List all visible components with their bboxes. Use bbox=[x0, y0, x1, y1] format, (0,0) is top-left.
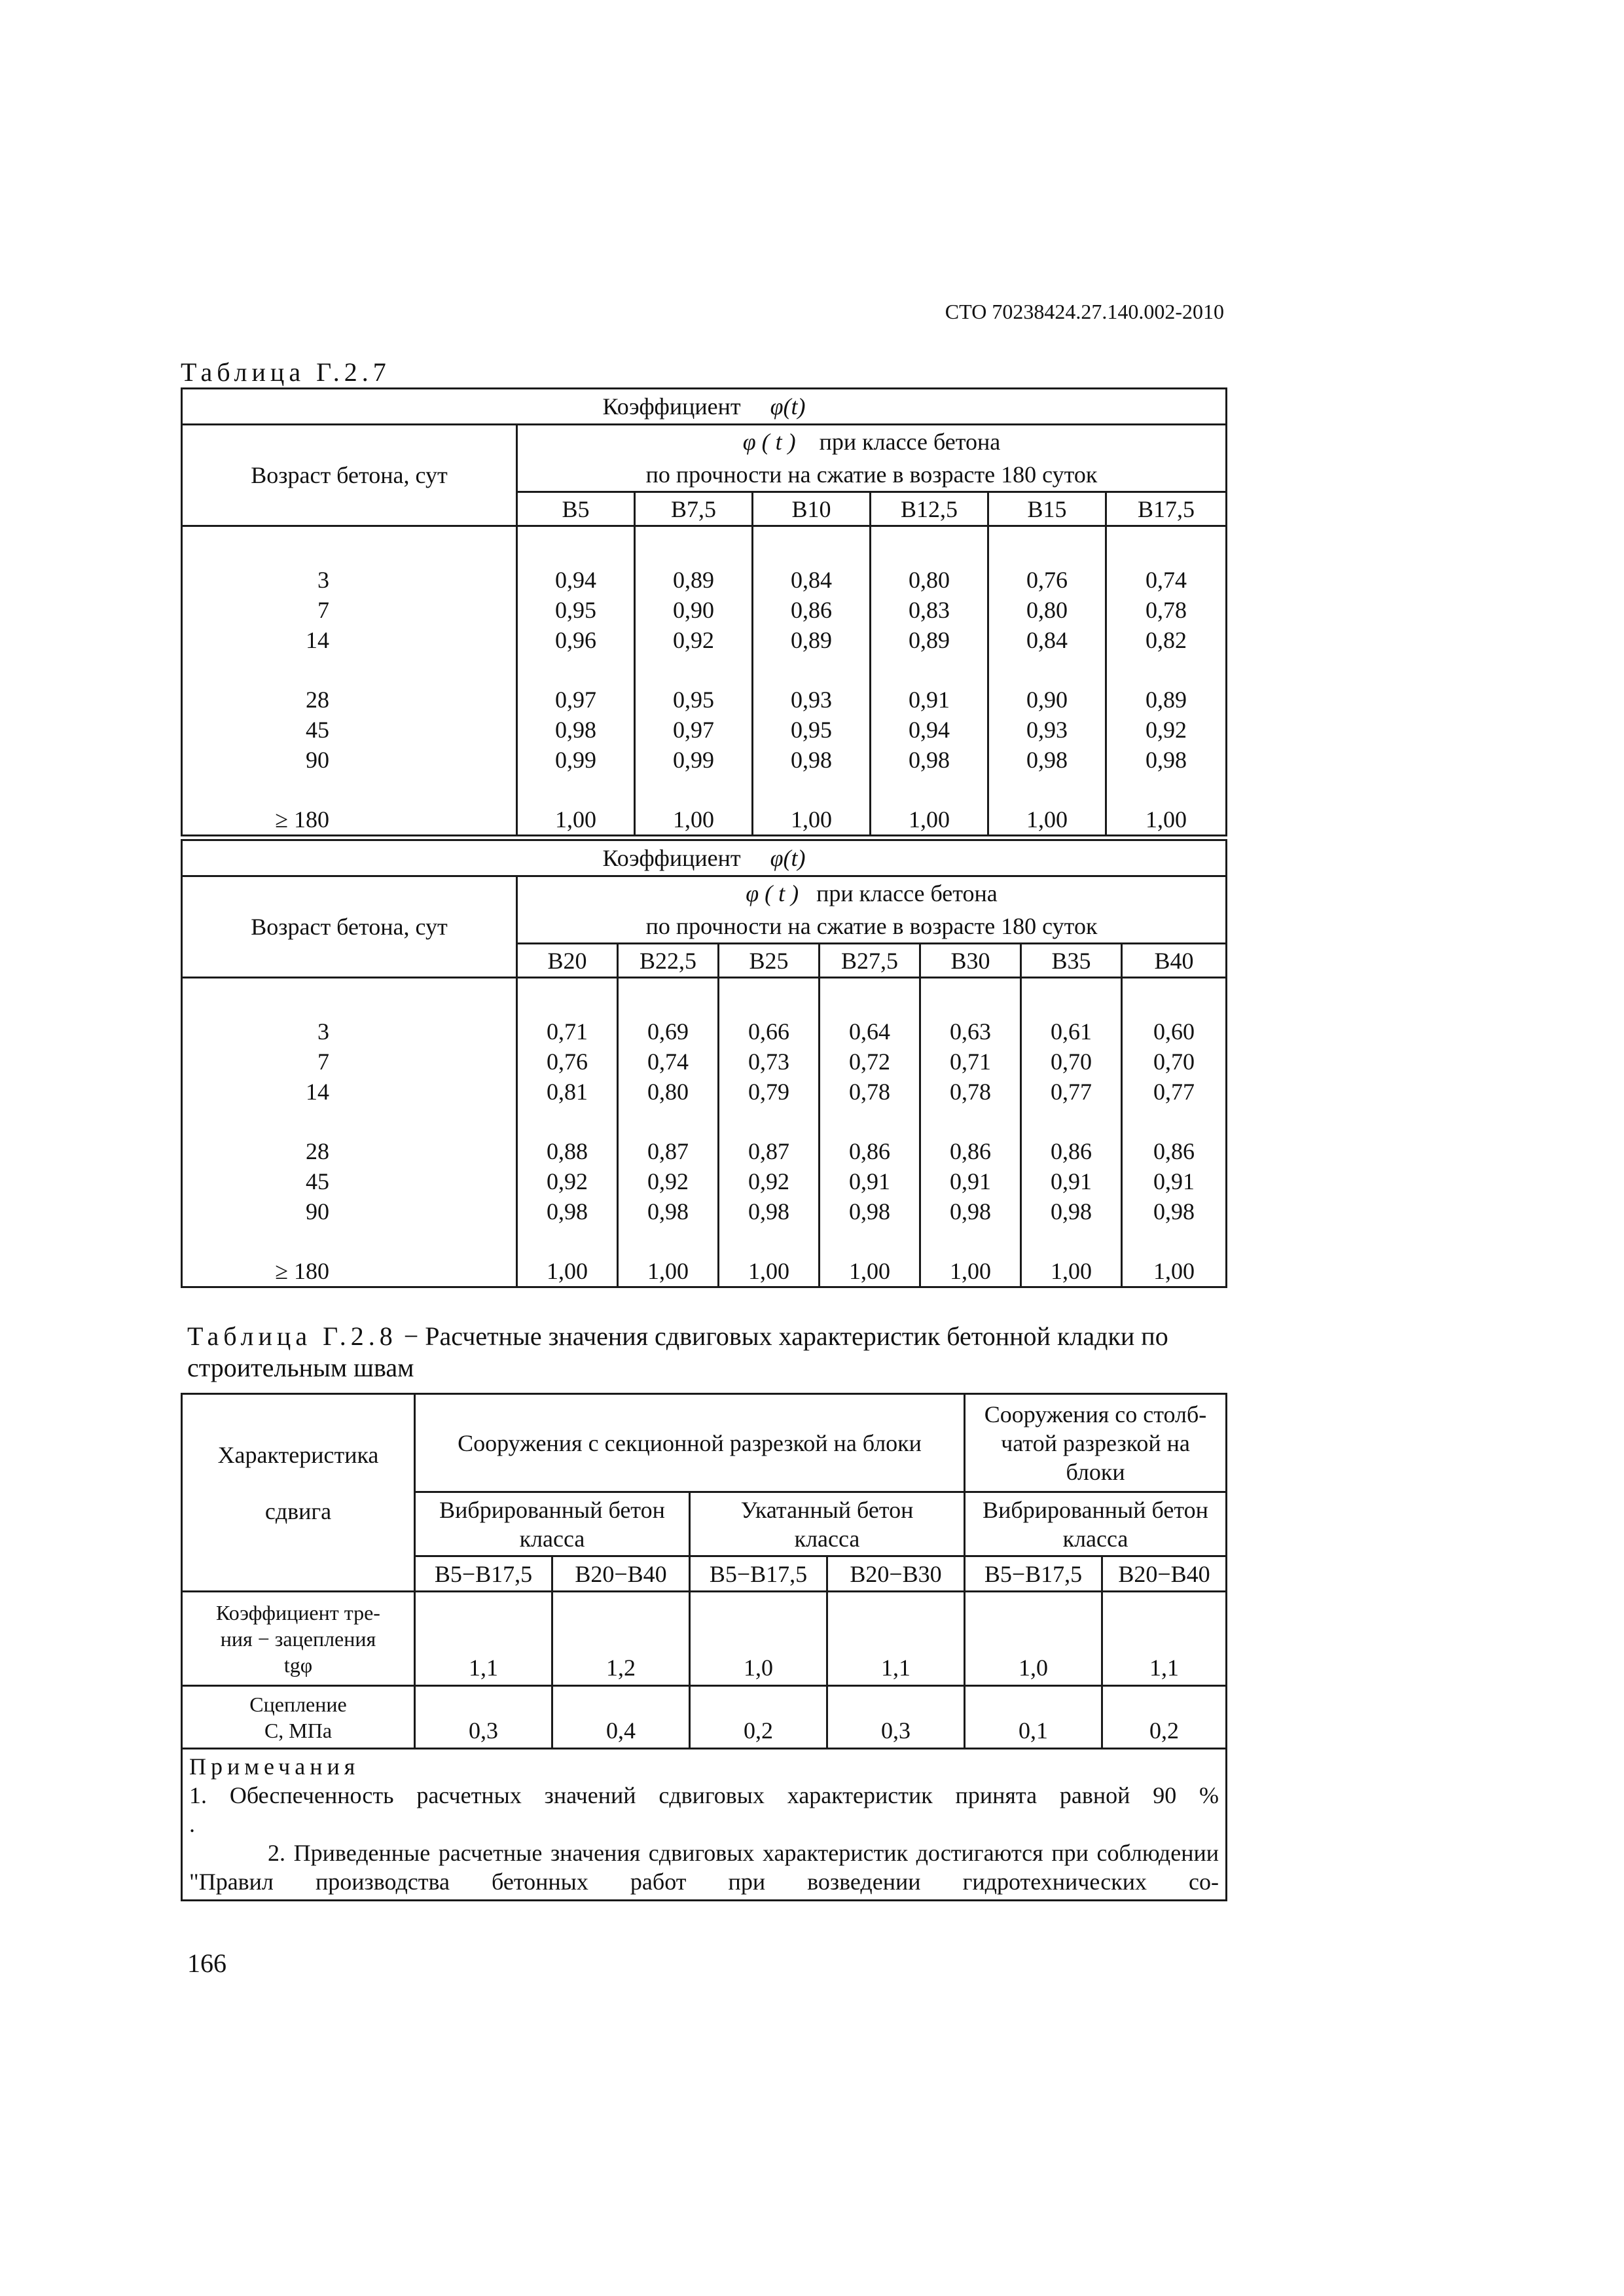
class-label: В30 bbox=[920, 944, 1021, 978]
table-cell: 0,98 bbox=[555, 717, 596, 743]
table-cell: 0,3 bbox=[827, 1686, 965, 1749]
coef-title: Коэффициент bbox=[602, 393, 741, 420]
coef-symbol: φ(t) bbox=[770, 845, 806, 871]
table-g28-title: − Расчетные значения сдвиговых характеристик бетонной кладки по строительным швам bbox=[187, 1321, 1168, 1382]
columnar-group-header bbox=[965, 1394, 1227, 1492]
value-column bbox=[1021, 978, 1122, 1287]
table-cell: 1,00 bbox=[1146, 806, 1187, 833]
table-cell: 0,91 bbox=[1153, 1168, 1195, 1194]
table-cell: 1,00 bbox=[1026, 806, 1068, 833]
table-cell: 1,00 bbox=[647, 1258, 689, 1284]
table-cell: 0,74 bbox=[647, 1049, 689, 1075]
table-cell: ≥ 180 bbox=[275, 806, 329, 833]
class-label: В10 bbox=[753, 492, 871, 526]
table-cell: 0,90 bbox=[673, 597, 714, 623]
notes-title: Примечания bbox=[189, 1753, 360, 1780]
table-cell: 0,71 bbox=[950, 1049, 991, 1075]
table-cell: 0,98 bbox=[547, 1198, 588, 1225]
value-column bbox=[1106, 526, 1227, 836]
friction-label bbox=[182, 1592, 415, 1686]
table-cell: 0,77 bbox=[1153, 1079, 1195, 1105]
table-cell: 1,2 bbox=[552, 1592, 690, 1686]
table-cell: 0,98 bbox=[748, 1198, 789, 1225]
table-cell: 0,98 bbox=[1026, 747, 1068, 773]
label-line: ния − зацепления bbox=[220, 1626, 376, 1651]
table-cell: 0,81 bbox=[547, 1079, 588, 1105]
table-cell: 0,74 bbox=[1146, 567, 1187, 593]
table-cell: 0,93 bbox=[1026, 717, 1068, 743]
table-g27-part1 bbox=[181, 387, 1227, 836]
table-cell: 0,2 bbox=[690, 1686, 827, 1749]
table-cell: 0,72 bbox=[849, 1049, 890, 1075]
friction-row bbox=[182, 1592, 1227, 1686]
table-g27-part2 bbox=[181, 839, 1227, 1288]
table-cell: 0,63 bbox=[950, 1018, 991, 1045]
table-cell: 0,87 bbox=[748, 1138, 789, 1164]
table-cell: 0,98 bbox=[1146, 747, 1187, 773]
table-cell: 45 bbox=[306, 717, 329, 743]
table-cell: 0,98 bbox=[909, 747, 950, 773]
value-column bbox=[635, 526, 753, 836]
table-cell: 1,00 bbox=[950, 1258, 991, 1284]
class-label: В20−В40 bbox=[1102, 1556, 1227, 1592]
values-row bbox=[182, 526, 1227, 836]
table-cell: 0,86 bbox=[950, 1138, 991, 1164]
class-label: В27,5 bbox=[820, 944, 920, 978]
table-cell: 3 bbox=[317, 1018, 329, 1045]
header-line: Вибрированный бетон bbox=[983, 1496, 1208, 1523]
class-label: В5−В17,5 bbox=[415, 1556, 552, 1592]
table-cell: 0,4 bbox=[552, 1686, 690, 1749]
table-cell: 0,89 bbox=[791, 627, 832, 653]
class-label: В20−В40 bbox=[552, 1556, 690, 1592]
table-cell: 0,73 bbox=[748, 1049, 789, 1075]
table-cell: 14 bbox=[306, 1079, 329, 1105]
table-cell: 0,3 bbox=[415, 1686, 552, 1749]
table-cell: 0,91 bbox=[1051, 1168, 1092, 1194]
table-cell: 1,00 bbox=[748, 1258, 789, 1284]
value-column bbox=[920, 978, 1021, 1287]
table-cell: 7 bbox=[317, 597, 329, 623]
table-cell: 90 bbox=[306, 747, 329, 773]
table-g28-caption bbox=[187, 1321, 1235, 1384]
phi-symbol: φ ( t ) bbox=[742, 429, 796, 455]
table-cell: 3 bbox=[317, 567, 329, 593]
table-cell: 0,82 bbox=[1146, 627, 1187, 653]
value-column bbox=[618, 978, 719, 1287]
table-cell: 1,00 bbox=[1153, 1258, 1195, 1284]
table-cell: 1,1 bbox=[415, 1592, 552, 1686]
class-label: В40 bbox=[1122, 944, 1227, 978]
table-cell: 1,00 bbox=[555, 806, 596, 833]
cohesion-row bbox=[182, 1686, 1227, 1749]
page-number: 166 bbox=[187, 1948, 226, 1978]
table-cell: 0,86 bbox=[791, 597, 832, 623]
table-cell: 0,99 bbox=[555, 747, 596, 773]
table-cell: 0,77 bbox=[1051, 1079, 1092, 1105]
table-g28 bbox=[181, 1393, 1227, 1901]
value-column bbox=[1122, 978, 1227, 1287]
table-cell: 0,92 bbox=[673, 627, 714, 653]
table-cell: 45 bbox=[306, 1168, 329, 1194]
header-line: класса bbox=[794, 1525, 860, 1552]
table-cell: 1,00 bbox=[547, 1258, 588, 1284]
table-cell: ≥ 180 bbox=[275, 1258, 329, 1284]
table-cell: 0,94 bbox=[555, 567, 596, 593]
notes-cell bbox=[182, 1749, 1227, 1901]
class-label: В15 bbox=[988, 492, 1106, 526]
table-cell: 1,00 bbox=[673, 806, 714, 833]
class-group-line1: при классе бетона bbox=[819, 429, 1001, 455]
vibrated-concrete-header-2 bbox=[965, 1492, 1227, 1556]
coef-title: Коэффициент bbox=[602, 845, 741, 871]
header-line: сдвига bbox=[264, 1498, 332, 1524]
table-cell: 0,86 bbox=[1153, 1138, 1195, 1164]
label-line: tgφ bbox=[283, 1653, 313, 1677]
table-cell: 1,00 bbox=[849, 1258, 890, 1284]
table-cell: 0,83 bbox=[909, 597, 950, 623]
table-cell: 0,88 bbox=[547, 1138, 588, 1164]
age-column bbox=[182, 526, 517, 836]
table-cell: 0,86 bbox=[849, 1138, 890, 1164]
age-header: Возраст бетона, сут bbox=[182, 425, 517, 526]
table-cell: 1,00 bbox=[1051, 1258, 1092, 1284]
class-group-header bbox=[517, 876, 1227, 944]
coef-symbol: φ(t) bbox=[770, 393, 806, 420]
table-cell: 0,70 bbox=[1051, 1049, 1092, 1075]
table-cell: 0,1 bbox=[965, 1686, 1102, 1749]
table-cell: 0,66 bbox=[748, 1018, 789, 1045]
vibrated-concrete-header bbox=[415, 1492, 690, 1556]
label-line: С, МПа bbox=[264, 1718, 333, 1742]
class-label: В7,5 bbox=[635, 492, 753, 526]
table-cell: 1,0 bbox=[965, 1592, 1102, 1686]
table-cell: 0,90 bbox=[1026, 687, 1068, 713]
header-line: Вибрированный бетон bbox=[439, 1496, 665, 1523]
table-cell: 1,1 bbox=[827, 1592, 965, 1686]
table-cell: 0,97 bbox=[555, 687, 596, 713]
value-column bbox=[753, 526, 871, 836]
table-cell: 0,89 bbox=[673, 567, 714, 593]
table-cell: 0,2 bbox=[1102, 1686, 1227, 1749]
table-cell: 0,86 bbox=[1051, 1138, 1092, 1164]
table-cell: 0,97 bbox=[673, 717, 714, 743]
table-cell: 0,61 bbox=[1051, 1018, 1092, 1045]
age-column bbox=[182, 978, 517, 1287]
cohesion-label bbox=[182, 1686, 415, 1749]
label-line: Сцепление bbox=[249, 1692, 347, 1716]
class-group-line1: при классе бетона bbox=[816, 880, 998, 906]
table-cell: 0,80 bbox=[909, 567, 950, 593]
coef-header bbox=[182, 389, 1227, 425]
table-cell: 0,76 bbox=[547, 1049, 588, 1075]
table-cell: 0,79 bbox=[748, 1079, 789, 1105]
phi-symbol: φ ( t ) bbox=[746, 880, 799, 906]
table-cell: 0,98 bbox=[1153, 1198, 1195, 1225]
class-label: В5−В17,5 bbox=[965, 1556, 1102, 1592]
class-group-line2: по прочности на сжатие в возрасте 180 суток bbox=[645, 461, 1098, 488]
table-g28-label: Таблица Г.2.8 bbox=[187, 1321, 397, 1351]
table-cell: 0,69 bbox=[647, 1018, 689, 1045]
table-cell: 0,91 bbox=[950, 1168, 991, 1194]
table-cell: 0,95 bbox=[791, 717, 832, 743]
table-cell: 1,1 bbox=[1102, 1592, 1227, 1686]
table-cell: 0,98 bbox=[791, 747, 832, 773]
header-line: класса bbox=[1062, 1525, 1128, 1552]
note-1-tail: . bbox=[189, 1811, 195, 1837]
class-label: В22,5 bbox=[618, 944, 719, 978]
table-cell: 28 bbox=[306, 687, 329, 713]
table-cell: 0,94 bbox=[909, 717, 950, 743]
note-1: 1. Обеспеченность расчетных значений сдвиговых характеристик принята равной 90 % bbox=[189, 1782, 1219, 1808]
table-cell: 0,95 bbox=[673, 687, 714, 713]
sectional-group-header: Сооружения с секционной разрезкой на блоки bbox=[415, 1394, 965, 1492]
coef-header bbox=[182, 840, 1227, 876]
table-cell: 0,78 bbox=[950, 1079, 991, 1105]
value-column bbox=[719, 978, 820, 1287]
table-cell: 0,93 bbox=[791, 687, 832, 713]
table-cell: 0,92 bbox=[1146, 717, 1187, 743]
class-label: В12,5 bbox=[871, 492, 988, 526]
header-line: Сооружения со столб- bbox=[984, 1401, 1207, 1427]
table-cell: 0,80 bbox=[1026, 597, 1068, 623]
table-cell: 0,91 bbox=[909, 687, 950, 713]
value-column bbox=[871, 526, 988, 836]
header-line: блоки bbox=[1066, 1458, 1125, 1485]
table-cell: 0,98 bbox=[647, 1198, 689, 1225]
value-column bbox=[517, 526, 635, 836]
age-header: Возраст бетона, сут bbox=[182, 876, 517, 978]
table-cell: 0,76 bbox=[1026, 567, 1068, 593]
class-label: В20 bbox=[517, 944, 618, 978]
table-cell: 0,92 bbox=[748, 1168, 789, 1194]
table-cell: 0,89 bbox=[909, 627, 950, 653]
class-label: В20−В30 bbox=[827, 1556, 965, 1592]
class-label: В5−В17,5 bbox=[690, 1556, 827, 1592]
table-cell: 0,78 bbox=[1146, 597, 1187, 623]
table-cell: 90 bbox=[306, 1198, 329, 1225]
table-cell: 1,00 bbox=[909, 806, 950, 833]
table-cell: 0,84 bbox=[1026, 627, 1068, 653]
table-cell: 0,96 bbox=[555, 627, 596, 653]
table-cell: 0,78 bbox=[849, 1079, 890, 1105]
shear-characteristic-header bbox=[182, 1394, 415, 1592]
table-cell: 0,64 bbox=[849, 1018, 890, 1045]
document-code: СТО 70238424.27.140.002-2010 bbox=[945, 300, 1224, 323]
class-label: В25 bbox=[719, 944, 820, 978]
table-cell: 0,99 bbox=[673, 747, 714, 773]
table-cell: 7 bbox=[317, 1049, 329, 1075]
table-cell: 0,84 bbox=[791, 567, 832, 593]
table-cell: 0,60 bbox=[1153, 1018, 1195, 1045]
class-label: В5 bbox=[517, 492, 635, 526]
table-cell: 0,95 bbox=[555, 597, 596, 623]
table-cell: 14 bbox=[306, 627, 329, 653]
rolled-concrete-header bbox=[690, 1492, 965, 1556]
table-cell: 0,87 bbox=[647, 1138, 689, 1164]
value-column bbox=[988, 526, 1106, 836]
class-group-line2: по прочности на сжатие в возрасте 180 суток bbox=[645, 913, 1098, 939]
value-column bbox=[517, 978, 618, 1287]
table-cell: 0,91 bbox=[849, 1168, 890, 1194]
label-line: Коэффициент тре- bbox=[216, 1600, 380, 1624]
table-g27-caption: Таблица Г.2.7 bbox=[181, 357, 391, 387]
values-row bbox=[182, 978, 1227, 1287]
table-cell: 1,0 bbox=[690, 1592, 827, 1686]
header-line: чатой разрезкой на bbox=[1001, 1429, 1190, 1456]
table-cell: 28 bbox=[306, 1138, 329, 1164]
class-label: В17,5 bbox=[1106, 492, 1227, 526]
table-cell: 0,92 bbox=[647, 1168, 689, 1194]
note-2: 2. Приведенные расчетные значения сдвиговых характеристик достигаются при соблюдении "Правил производства бетонных работ при возведении гидротехнических со- bbox=[189, 1840, 1219, 1895]
table-cell: 0,70 bbox=[1153, 1049, 1195, 1075]
table-cell: 0,80 bbox=[647, 1079, 689, 1105]
table-cell: 1,00 bbox=[791, 806, 832, 833]
header-line: класса bbox=[519, 1525, 585, 1552]
table-cell: 0,98 bbox=[1051, 1198, 1092, 1225]
header-line: Укатанный бетон bbox=[740, 1496, 914, 1523]
table-cell: 0,92 bbox=[547, 1168, 588, 1194]
header-line: Характеристика bbox=[217, 1441, 379, 1468]
class-label: В35 bbox=[1021, 944, 1122, 978]
value-column bbox=[820, 978, 920, 1287]
table-cell: 0,71 bbox=[547, 1018, 588, 1045]
class-group-header bbox=[517, 425, 1227, 492]
table-cell: 0,98 bbox=[849, 1198, 890, 1225]
table-cell: 0,89 bbox=[1146, 687, 1187, 713]
table-cell: 0,98 bbox=[950, 1198, 991, 1225]
